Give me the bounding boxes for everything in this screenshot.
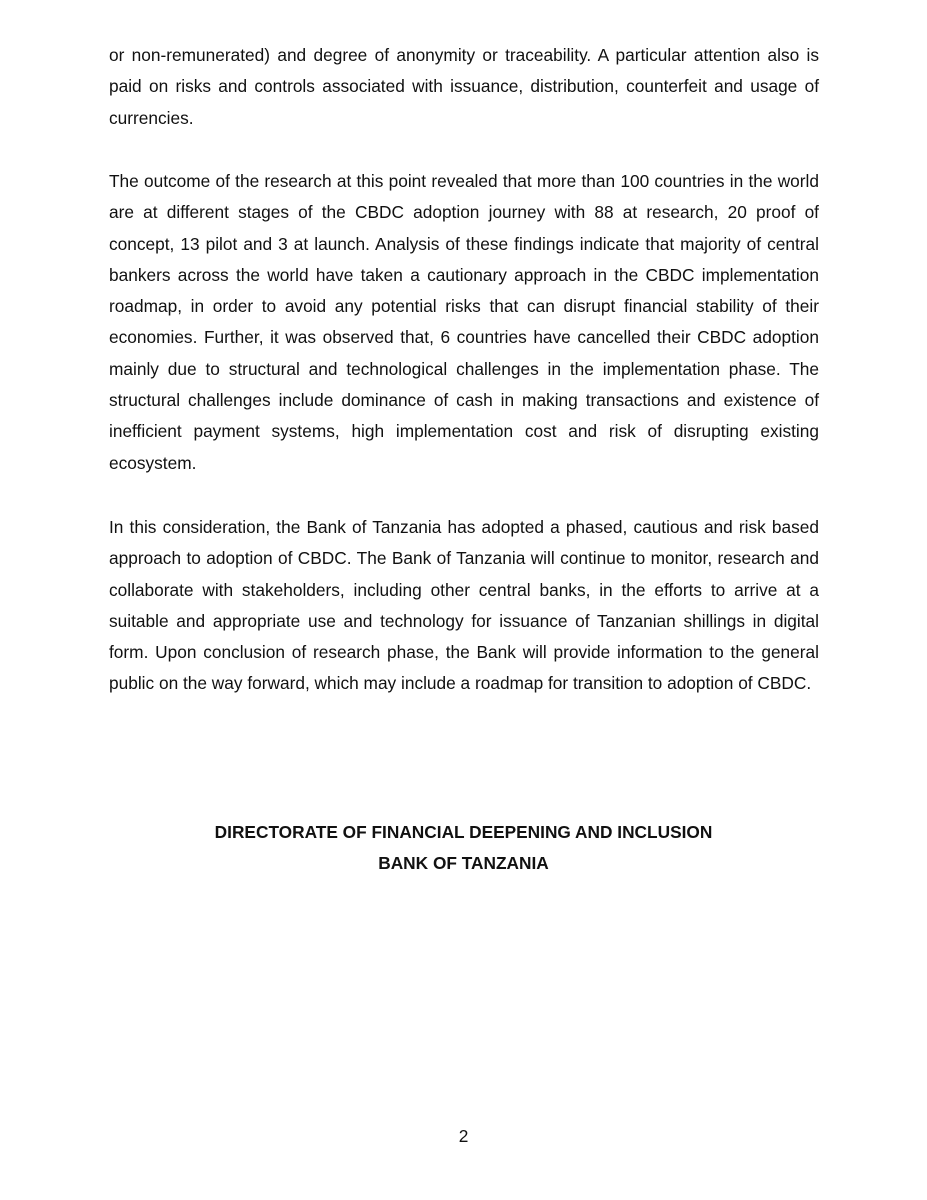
paragraph-bot-approach: In this consideration, the Bank of Tanzania has adopted a phased, cautious and risk based approach to adoption of CBDC. The Bank of Tanzania will continue to monitor, research and collaborate with stakeholders, including other central banks, in the efforts to arrive at a suitable and appropriate use and technology for issuance of Tanzanian shillings in digital form. Upon conclusion of research phase, the Bank will provide information to the general public on the way forward, which may include a roadmap for transition to adoption of CBDC. [109,517,819,694]
paragraph-anonymity-controls: or non-remunerated) and degree of anonymity or traceability. A particular attention also is paid on risks and controls associated with issuance, distribution, counterfeit and usage of currencies. [109,45,819,128]
paragraph-research-outcome: The outcome of the research at this point revealed that more than 100 countries in the world are at different stages of the CBDC adoption journey with 88 at research, 20 proof of concept, 13 pilot and 3 at launch. Analysis of these findings indicate that majority of central bankers across the world have taken a cautionary approach in the CBDC implementation roadmap, in order to avoid any potential risks that can disrupt financial stability of their economies. Further, it was observed that, 6 countries have cancelled their CBDC adoption mainly due to structural and technological challenges in the implementation phase. The structural challenges include dominance of cash in making transactions and existence of inefficient payment systems, high implementation cost and risk of disrupting existing ecosystem. [109,171,819,473]
page-number: 2 [458,1126,469,1146]
bank-name-heading: BANK OF TANZANIA [378,853,549,873]
directorate-heading: DIRECTORATE OF FINANCIAL DEEPENING AND INCLUSION [214,822,713,842]
